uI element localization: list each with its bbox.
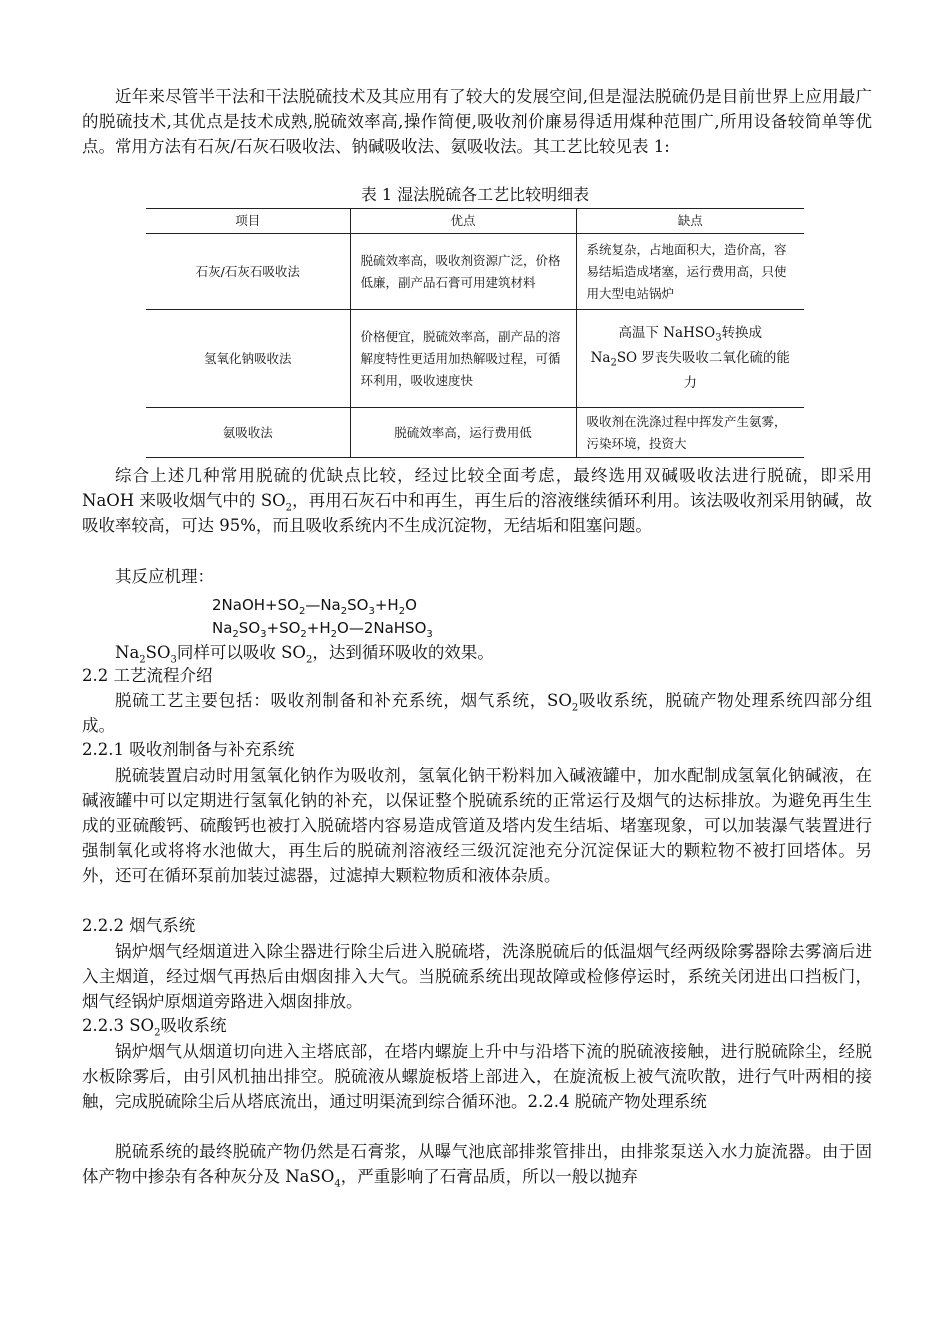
header-pros: 优点 [350, 209, 576, 234]
header-item: 项目 [146, 209, 350, 234]
table-row [146, 310, 804, 408]
row-pros: 脱硫效率高，吸收剂资源广泛，价格低廉，副产品石膏可用建筑材料 [350, 234, 576, 310]
row-item: 石灰/石灰石吸收法 [146, 234, 350, 310]
paragraph-2-2-4: 脱硫系统的最终脱硫产物仍然是石膏浆，从曝气池底部排浆管排出，由排浆泵送入水力旋流器。由于固体产物中掺杂有各种灰分及 NaSO$_4$，严重影响了石膏品质，所以一般以抛弃 [82, 1142, 872, 1190]
row-pros: 脱硫效率高，运行费用低 [350, 408, 576, 458]
row-cons: 系统复杂，占地面积大，造价高，容易结垢造成堵塞，运行费用高，只使用大型电站锅炉 [576, 234, 804, 310]
paragraph-2-2: 脱硫工艺主要包括：吸收剂制备和补充系统，烟气系统，$SO_2$吸收系统，脱硫产物处理系统四部分组成。 [82, 691, 872, 735]
heading-2-2-1: 2.2.1 吸收剂制备与补充系统 [82, 740, 295, 759]
table-row [146, 408, 804, 458]
row-item: 氢氧化钠吸收法 [146, 310, 350, 408]
header-cons: 缺点 [576, 209, 804, 234]
mechanism-label: 其反应机理： [115, 567, 214, 586]
paragraph-2-2-1: 脱硫装置启动时用氢氧化钠作为吸收剂，氢氧化钠干粉料加入碱液罐中，加水配制成氢氧化钠碱液，在碱液罐中可以定期进行氢氧化钠的补充，以保证整个脱硫系统的正常运行及烟气的达标排放。为避免再生生成的亚硫酸钙、硫酸钙也被打入脱硫塔内容易造成管道及塔内发生结垢、堵塞现象，可以加装瀑气装置进行强制氧化或将将水池做大，再生后的脱硫剂溶液经三级沉淀池充分沉淀保证大的颗粒物不被打回塔体。另外，还可在循环泵前加装过滤器，过滤掉大颗粒物质和液体杂质。 [82, 766, 872, 885]
row-item: 氨吸收法 [146, 408, 350, 458]
comparison-table [146, 208, 804, 458]
row-cons: 高温下 NaHSO$_3$转换成 $Na_2SO$ 罗丧失吸收二氧化硫的能力 [576, 310, 804, 408]
row-pros: 价格便宜，脱硫效率高，副产品的溶解度特性更适用加热解吸过程，可循环利用，吸收速度快 [350, 310, 576, 408]
equation-1: $2NaOH+SO_2—Na_2SO_3+H_2O$ [212, 596, 417, 617]
heading-2-2-3: 2.2.3 $SO_2$吸收系统 [82, 1016, 227, 1039]
after-equations-text: $Na_2SO_3$同样可以吸收 $SO_2$，达到循环吸收的效果。 [115, 643, 494, 666]
row-cons: 吸收剂在洗涤过程中挥发产生氨雾，污染环境，投资大 [576, 408, 804, 458]
intro-paragraph: 近年来尽管半干法和干法脱硫技术及其应用有了较大的发展空间,但是湿法脱硫仍是目前世界上应用最广的脱硫技术,其优点是技术成熟,脱硫效率高,操作简便,吸收剂价廉易得适用煤种范围广,所用设备较简单等优点。常用方法有石灰/石灰石吸收法、钠碱吸收法、氨吸收法。其工艺比较见表 1: [82, 87, 872, 156]
paragraph-2-2-3: 锅炉烟气从烟道切向进入主塔底部，在塔内螺旋上升中与沿塔下流的脱硫液接触，进行脱硫除尘，经脱水板除雾后，由引风机抽出排空。脱硫液从螺旋板塔上部进入，在旋流板上被气流吹散，进行气叶两相的接触，完成脱硫除尘后从塔底流出，通过明渠流到综合循环池。2.2.4 脱硫产物处理系统 [82, 1042, 872, 1111]
table-header-row [146, 209, 804, 234]
equation-2: $Na_2SO_3+SO_2+H_2O—2NaHSO_3$ [212, 619, 433, 640]
heading-2-2-2: 2.2.2 烟气系统 [82, 916, 196, 935]
heading-2-2: 2.2 工艺流程介绍 [82, 666, 213, 685]
summary-paragraph: 综合上述几种常用脱硫的优缺点比较，经过比较全面考虑，最终选用双碱吸收法进行脱硫，即采用 NaOH 来吸收烟气中的 $SO_2$，再用石灰石中和再生，再生后的溶液继续循环利用。该法吸收剂采用钠碱，故吸收率较高，可达 95%，而且吸收系统内不生成沉淀物，无结垢和阻塞问题。 [82, 466, 873, 535]
paragraph-2-2-2: 锅炉烟气经烟道进入除尘器进行除尘后进入脱硫塔，洗涤脱硫后的低温烟气经两级除雾器除去雾滴后进入主烟道，经过烟气再热后由烟囱排入大气。当脱硫系统出现故障或检修停运时，系统关闭进出口挡板门，烟气经锅炉原烟道旁路进入烟囱排放。 [82, 942, 872, 1011]
table-row [146, 234, 804, 310]
table-caption: 表 1 湿法脱硫各工艺比较明细表 [360, 185, 590, 204]
